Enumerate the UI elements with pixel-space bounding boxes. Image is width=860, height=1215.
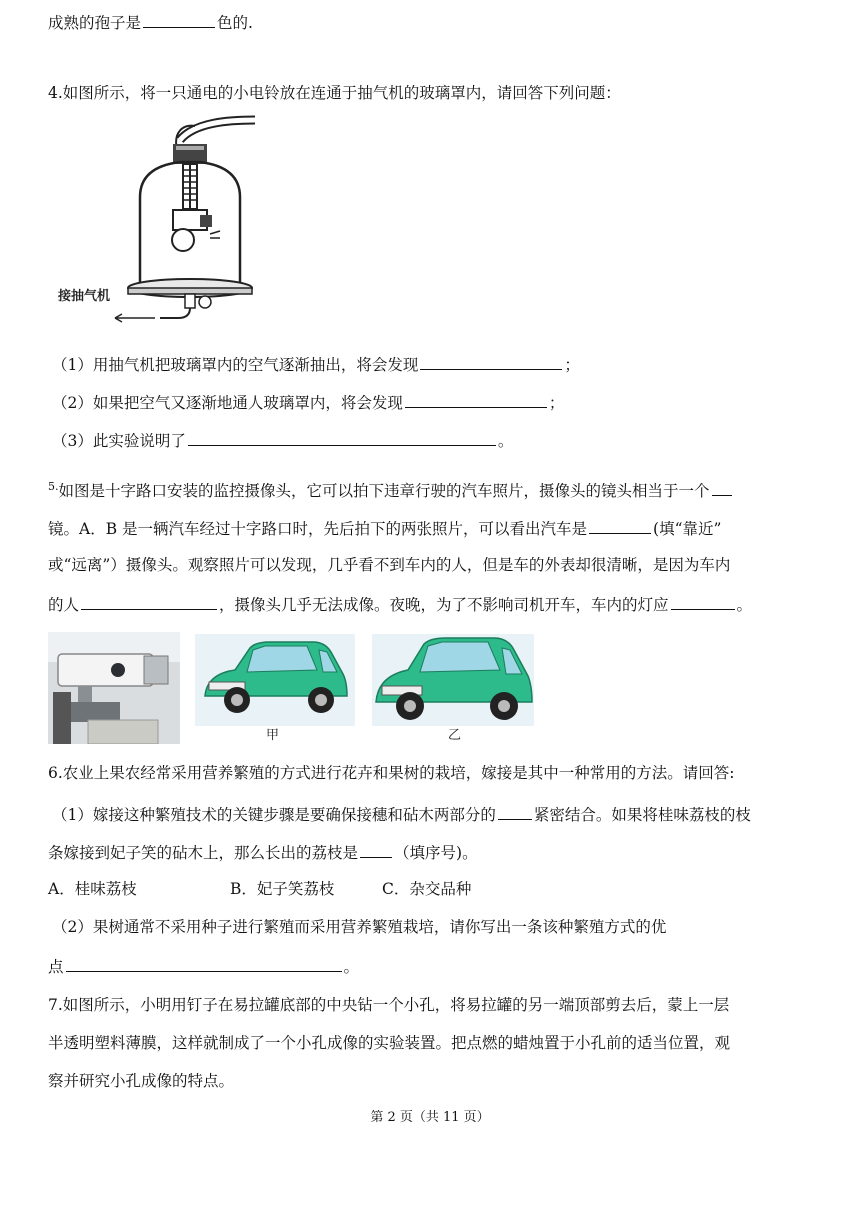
q4-stem: 4.如图所示，将一只通电的小电铃放在连通于抽气机的玻璃罩内，请回答下列问题： xyxy=(48,84,621,102)
q4-blank-3[interactable] xyxy=(188,428,496,446)
q6-sub1-line1: （1）嫁接这种繁殖技术的关键步骤是要确保接穗和砧木两部分的 紧密结合。如果将桂味荔枝的枝 xyxy=(52,802,751,826)
q4-sub2: （2）如果把空气又逐渐地通人玻璃罩内，将会发现 ； xyxy=(52,390,564,414)
q4-sub1: （1）用抽气机把玻璃罩内的空气逐渐抽出，将会发现 ； xyxy=(52,352,580,376)
q5-blank-reason[interactable] xyxy=(81,592,217,610)
caption-a: 甲 xyxy=(266,728,280,743)
page-footer: 第 2 页（共 11 页） xyxy=(370,1110,490,1125)
q6-stem: 6.农业上果农经常采用营养繁殖的方式进行花卉和果树的栽培，嫁接是其中一种常用的方法。请回答: xyxy=(48,764,735,782)
q6-blank-advantage[interactable] xyxy=(66,954,342,972)
q6-blank-tissue[interactable] xyxy=(498,802,532,820)
q7-line3: 察并研究小孔成像的特点。 xyxy=(48,1072,235,1090)
q5-blank-lamp[interactable] xyxy=(671,592,735,610)
q5-line4: 的人 ，摄像头几乎无法成像。夜晚，为了不影响司机开车，车内的灯应 。 xyxy=(48,592,752,616)
q3-tail: 成熟的孢子是 色的. xyxy=(48,10,253,34)
q5-line3: 或“远离”）摄像头。观察照片可以发现，几乎看不到车内的人，但是车的外表却很清晰，是因为车内 xyxy=(48,556,731,574)
q7-line2: 半透明塑料薄膜，这样就制成了一个小孔成像的实验装置。把点燃的蜡烛置于小孔前的适当位置，观 xyxy=(48,1034,731,1052)
q4-blank-2[interactable] xyxy=(405,390,547,408)
q4-sub3: （3）此实验说明了 。 xyxy=(52,428,513,452)
q5-line2: 镜。A．B 是一辆汽车经过十字路口时，先后拍下的两张照片，可以看出汽车是 (填“靠近” xyxy=(48,516,721,540)
q5-line1: $^{5.}$如图是十字路口安装的监控摄像头，它可以拍下违章行驶的汽车照片，摄像头的镜头相当于一个 xyxy=(48,476,734,502)
pump-label: 接抽气机 xyxy=(58,289,111,304)
q6-blank-choice[interactable] xyxy=(360,840,392,858)
q6-options xyxy=(48,878,471,900)
q4-blank-1[interactable] xyxy=(420,352,562,370)
q5-blank-lens[interactable] xyxy=(712,478,732,496)
car-photo-a xyxy=(195,634,355,726)
camera-photo xyxy=(48,632,180,744)
q3-blank[interactable] xyxy=(143,10,215,28)
q5-blank-direction[interactable] xyxy=(589,516,651,534)
q6-option-c: C．杂交品种 xyxy=(382,880,472,898)
caption-b: 乙 xyxy=(448,728,462,743)
q6-option-b: B．妃子笑荔枝 xyxy=(230,880,335,898)
q6-option-a: A．桂味荔枝 xyxy=(48,880,137,898)
car-photo-b xyxy=(372,634,534,726)
q6-sub2-line2: 点 。 xyxy=(48,954,359,978)
q6-sub1-line2: 条嫁接到妃子笑的砧木上，那么长出的荔枝是 （填序号)。 xyxy=(48,840,478,864)
q7-line1: 7.如图所示，小明用钉子在易拉罐底部的中央钻一个小孔，将易拉罐的另一端顶部剪去后，蒙上一层 xyxy=(48,996,730,1014)
q6-sub2-line1: （2）果树通常不采用种子进行繁殖而采用营养繁殖栽培，请你写出一条该种繁殖方式的优 xyxy=(52,918,667,936)
